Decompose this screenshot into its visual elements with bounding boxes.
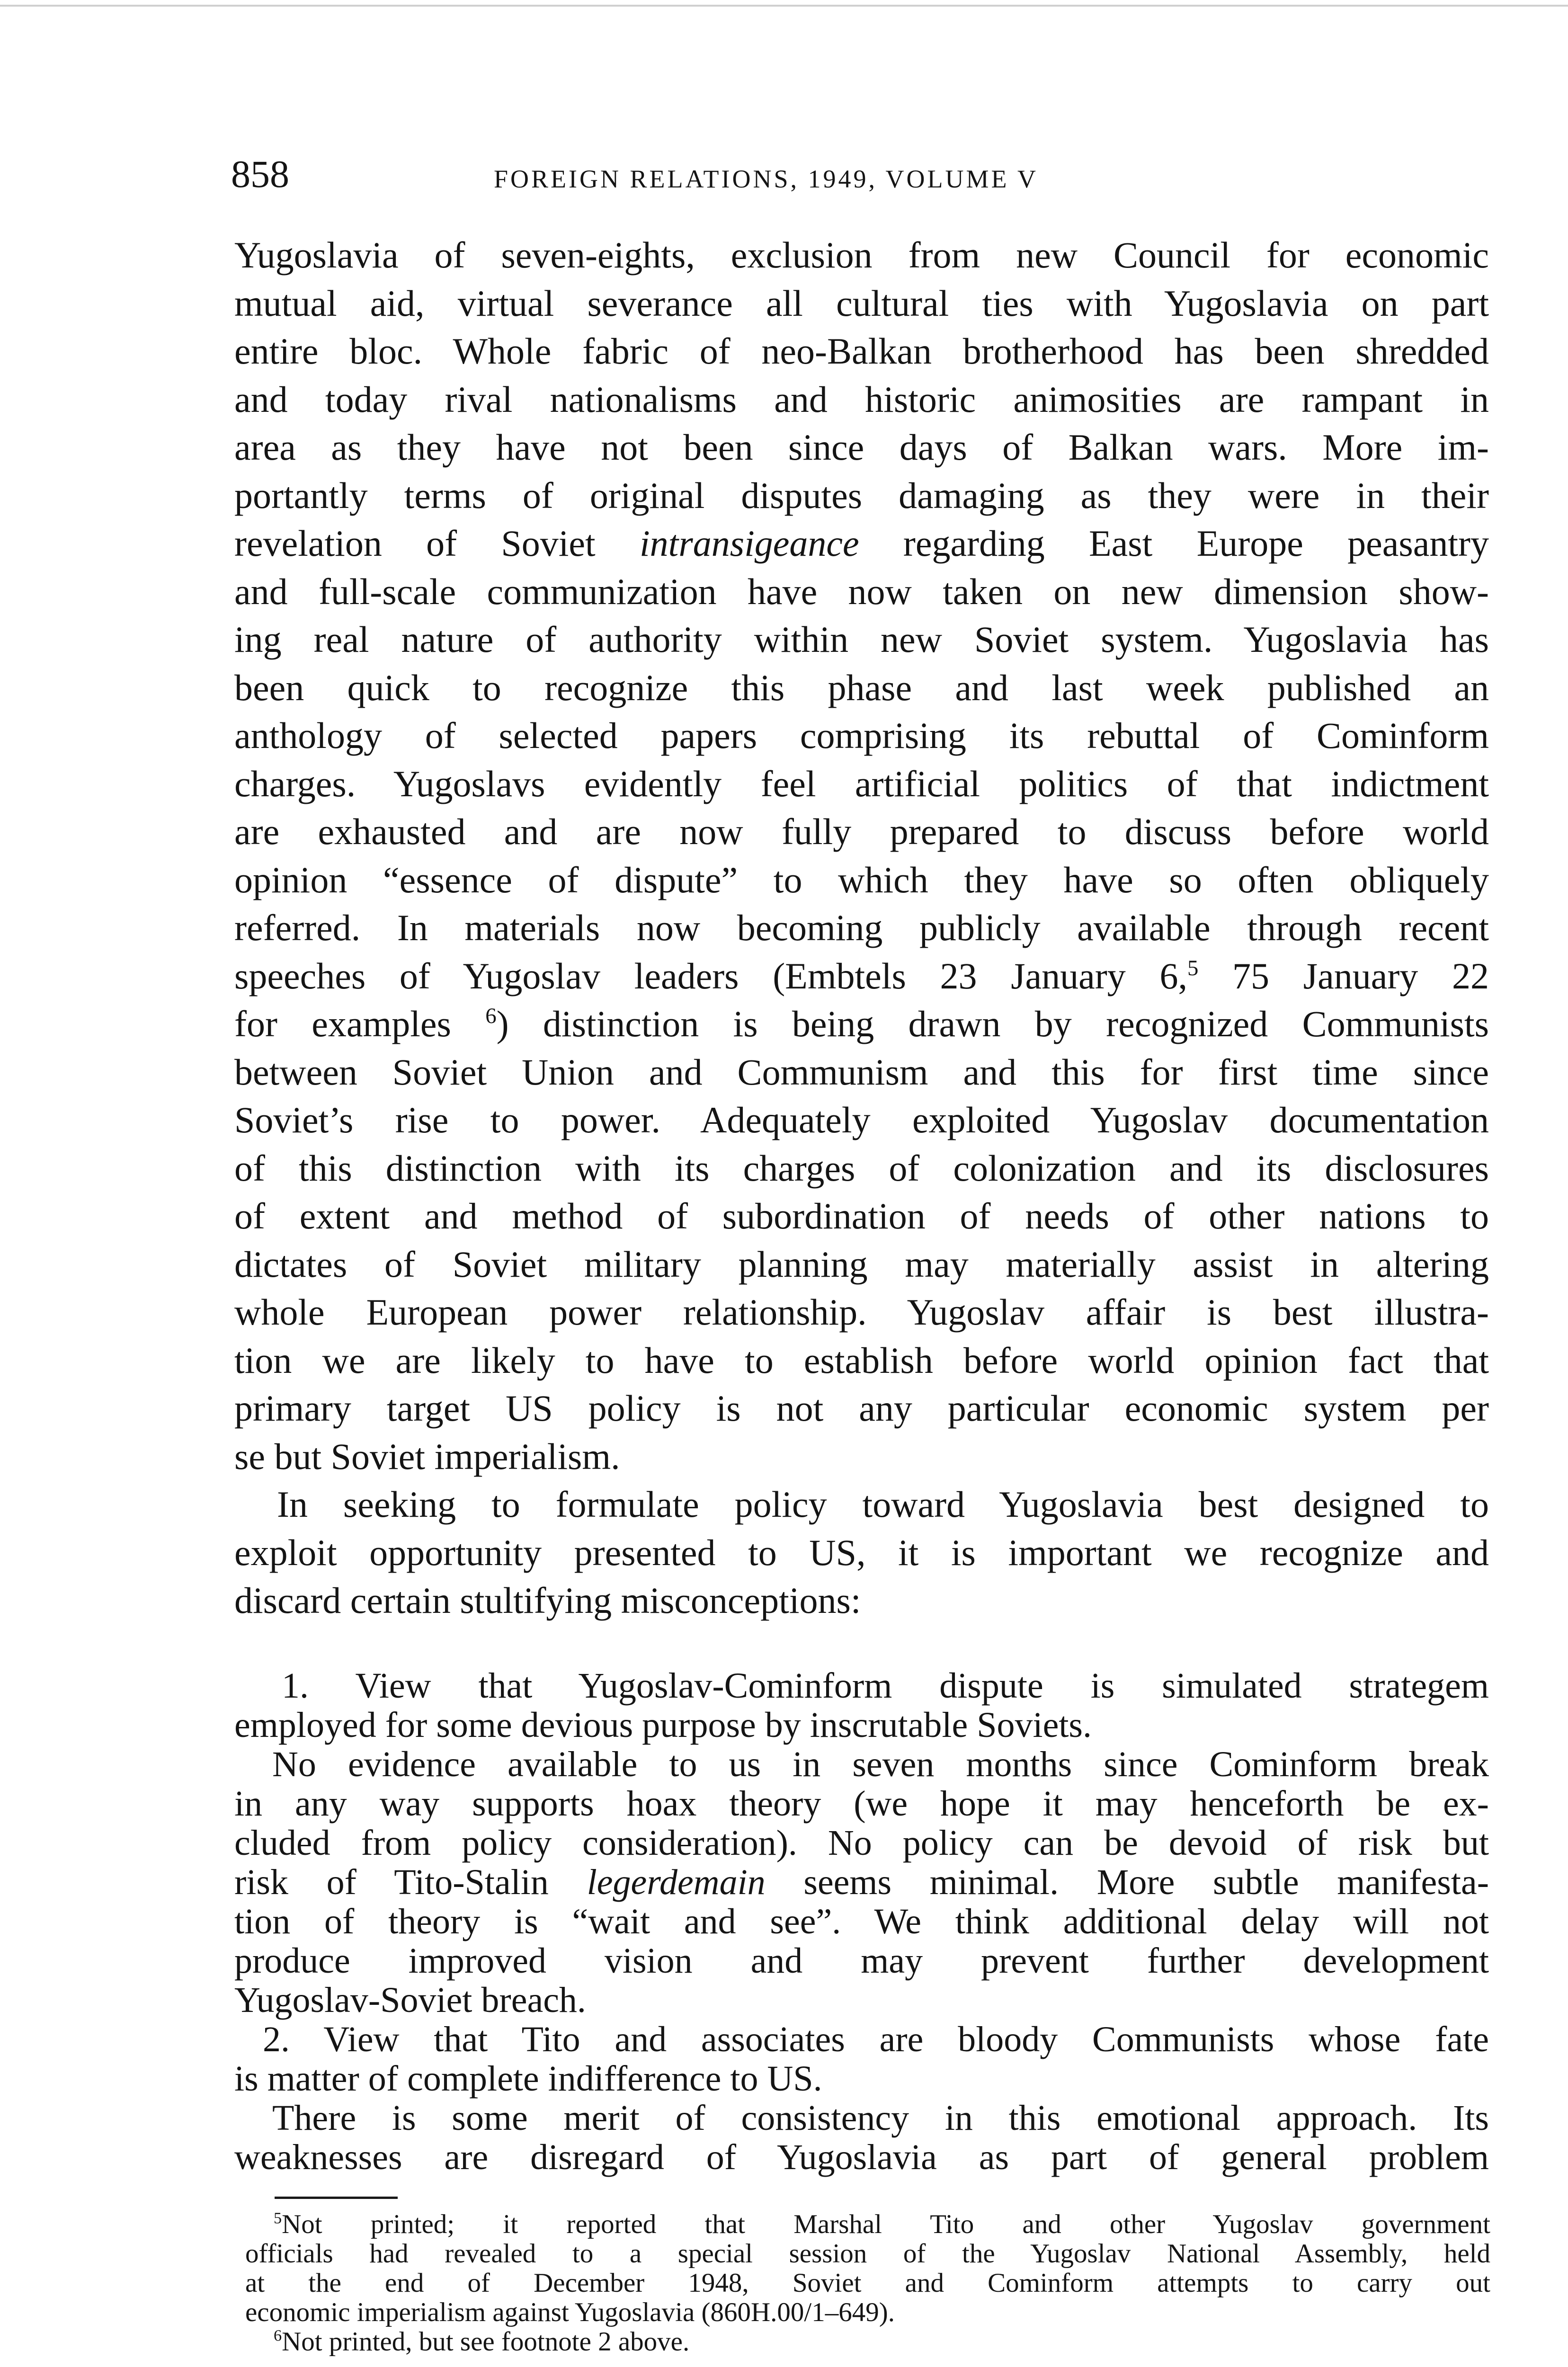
list-item-1-line: 1. View that Yugoslav-Cominform dispute is simulated strategem	[282, 1666, 1489, 1706]
list-text-line: produce improved vision and may prevent further development	[234, 1941, 1489, 1981]
footnote-ref-5: 5	[1187, 955, 1199, 980]
text-fragment: Not printed; it reported that Marshal Tito and other Yugoslav government	[282, 2209, 1490, 2239]
footnote-5-line	[245, 2210, 1490, 2239]
footnote-ref-6: 6	[485, 1003, 497, 1028]
italic-term: legerdemain	[587, 1862, 766, 1902]
list-text-line	[234, 1863, 1489, 1902]
footnote-divider	[275, 2197, 398, 2199]
text-fragment: Not printed, but see footnote 2 above.	[282, 2327, 690, 2357]
text-line: exploit opportunity presented to US, it is important we recognize and	[234, 1531, 1489, 1573]
text-fragment: regarding East Europe peasantry	[859, 523, 1489, 564]
text-fragment: ) distinction is being drawn by recognized Communists	[496, 1003, 1489, 1044]
text-line: portantly terms of original disputes damaging as they were in their	[234, 474, 1489, 516]
footnote-5-line: at the end of December 1948, Soviet and Cominform attempts to carry out	[245, 2268, 1490, 2298]
text-line	[234, 1000, 1489, 1048]
list-item-1-line: employed for some devious purpose by inscrutable Soviets.	[234, 1705, 1092, 1745]
page-number: 858	[231, 152, 289, 196]
text-fragment: revelation of Soviet	[234, 523, 640, 564]
footnotes	[245, 2210, 1490, 2357]
text-line: entire bloc. Whole fabric of neo-Balkan brotherhood has been shredded	[234, 330, 1489, 372]
text-line	[234, 519, 1489, 568]
list-text-line: Yugoslav-Soviet breach.	[234, 1980, 586, 2020]
footnote-6-line	[245, 2327, 1490, 2357]
top-edge-rule	[0, 5, 1568, 7]
footnote-5-line: economic imperialism against Yugoslavia (860H.00/1–649).	[245, 2297, 895, 2327]
list-item-2-line: is matter of complete indifference to US.	[234, 2059, 822, 2099]
text-line	[234, 952, 1489, 1000]
text-line: tion we are likely to have to establish before world opinion fact that	[234, 1339, 1489, 1381]
list-text-line: tion of theory is “wait and see”. We think additional delay will not	[234, 1902, 1489, 1941]
text-line: Yugoslavia of seven-eights, exclusion from new Council for economic	[234, 234, 1489, 276]
text-line: of extent and method of subordination of needs of other nations to	[234, 1195, 1489, 1237]
text-line: discard certain stultifying misconceptions:	[234, 1580, 861, 1621]
text-line: In seeking to formulate policy toward Yugoslavia best designed to	[277, 1484, 1489, 1525]
text-line: Soviet’s rise to power. Adequately exploited Yugoslav documentation	[234, 1099, 1489, 1140]
text-line: between Soviet Union and Communism and this for first time since	[234, 1051, 1489, 1093]
list-text-line: weaknesses are disregard of Yugoslavia as part of general problem	[234, 2137, 1489, 2177]
page-header	[231, 151, 1490, 203]
text-line: and today rival nationalisms and historic animosities are rampant in	[234, 378, 1489, 420]
footnote-marker-6: 6	[274, 2327, 282, 2345]
text-line: charges. Yugoslavs evidently feel artificial politics of that indictment	[234, 763, 1489, 804]
text-line: mutual aid, virtual severance all cultural ties with Yugoslavia on part	[234, 282, 1489, 324]
list-text-line: in any way supports hoax theory (we hope it may henceforth be ex-	[234, 1784, 1489, 1824]
text-line: opinion “essence of dispute” to which they have so often obliquely	[234, 859, 1489, 900]
text-line: ing real nature of authority within new Soviet system. Yugoslavia has	[234, 619, 1489, 660]
text-fragment: 75 January 22	[1198, 955, 1489, 997]
text-fragment: speeches of Yugoslav leaders (Embtels 23 January 6,	[234, 955, 1187, 997]
misconceptions-list	[234, 1666, 1489, 2177]
running-head: FOREIGN RELATIONS, 1949, VOLUME V	[494, 165, 1039, 193]
text-line: dictates of Soviet military planning may materially assist in altering	[234, 1243, 1489, 1285]
text-fragment: seems minimal. More subtle manifesta-	[765, 1862, 1489, 1902]
text-line: anthology of selected papers comprising its rebuttal of Cominform	[234, 715, 1489, 756]
main-text	[234, 231, 1489, 1625]
text-line: se but Soviet imperialism.	[234, 1435, 620, 1477]
text-fragment: for examples	[234, 1003, 451, 1044]
text-line: and full-scale communization have now taken on new dimension show-	[234, 570, 1489, 612]
footnote-marker-5: 5	[274, 2209, 282, 2227]
list-text-line: No evidence available to us in seven months since Cominform break	[272, 1744, 1489, 1784]
list-item-2-line: 2. View that Tito and associates are bloody Communists whose fate	[263, 2020, 1489, 2059]
footnote-5-line: officials had revealed to a special session of the Yugoslav National Assembly, held	[245, 2239, 1490, 2269]
text-fragment: risk of Tito-Stalin	[234, 1862, 587, 1902]
list-text-line: cluded from policy consideration). No policy can be devoid of risk but	[234, 1823, 1489, 1863]
italic-term: intransigeance	[640, 523, 859, 564]
text-line: whole European power relationship. Yugoslav affair is best illustra-	[234, 1291, 1489, 1333]
text-line: referred. In materials now becoming publicly available through recent	[234, 907, 1489, 948]
text-line: area as they have not been since days of Balkan wars. More im-	[234, 427, 1489, 468]
text-line: primary target US policy is not any particular economic system per	[234, 1388, 1489, 1429]
text-line: are exhausted and are now fully prepared to discuss before world	[234, 811, 1489, 852]
text-line: of this distinction with its charges of colonization and its disclosures	[234, 1147, 1489, 1189]
list-text-line: There is some merit of consistency in this emotional approach. Its	[272, 2098, 1489, 2138]
text-line: been quick to recognize this phase and last week published an	[234, 667, 1489, 708]
